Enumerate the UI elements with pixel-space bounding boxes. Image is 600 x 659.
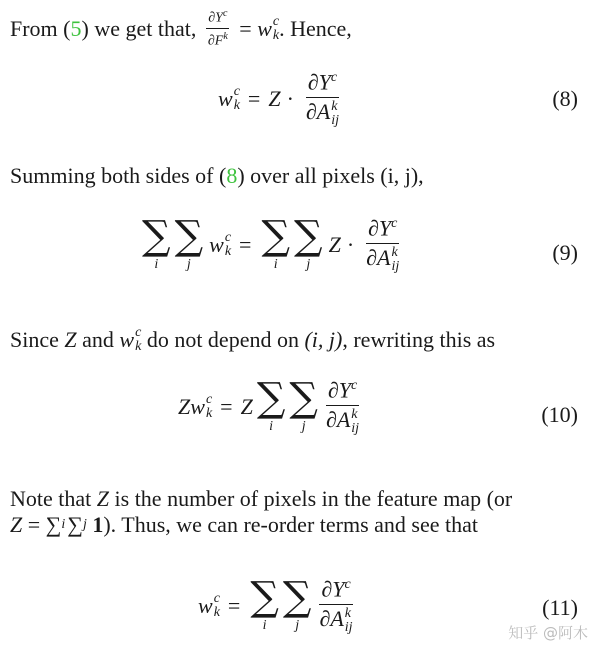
- equation-ref-link[interactable]: 8: [226, 163, 238, 188]
- equation-ref-link[interactable]: 5: [70, 15, 82, 41]
- paragraph-from-5: From ( 5 ) we get that, $\frac{\partial Y^c}{\partial F^k}$ = w c k . Hence,: [10, 8, 352, 49]
- watermark: 知乎 @阿木: [508, 624, 588, 642]
- equation-8: w c k = Z · $\partial Y^c$ ∂A k ij (8): [218, 69, 578, 128]
- equation-number: (11): [542, 595, 578, 620]
- equation-11: w c k = ∑ i ∑ j $\partial Y^c$ ∂A k ij (11): [198, 573, 578, 635]
- equation-number: (8): [552, 86, 578, 111]
- paragraph-note-line1: Note that Z is the number of pixels in the feature map (or: [10, 486, 513, 511]
- partial-fraction: $\frac{\partial Y^c}{\partial F^k}$: [207, 8, 228, 49]
- equation-number: (9): [552, 240, 578, 265]
- text: From (: [10, 15, 71, 41]
- paragraph-note-line2: Z = ∑ i ∑ j 1 ). Thus, we can re-order terms and see that: [10, 512, 478, 537]
- equation-number: (10): [541, 402, 578, 427]
- paragraph-summing: Summing both sides of (8) over all pixels (i, j),: [10, 163, 424, 188]
- paragraph-since: Since Z and w c k do not depend on (i, j) , rewriting this as: [10, 325, 496, 354]
- equation-10: Z w c k = Z ∑ i ∑ j $\partial Y^c$ ∂A k ij (10): [178, 374, 578, 436]
- text: ) we get that,: [81, 15, 202, 41]
- equation-9: ∑ i ∑ j w c k = ∑ i ∑ j Z · $\partial Y^c$ ∂A k ij (9): [142, 212, 578, 274]
